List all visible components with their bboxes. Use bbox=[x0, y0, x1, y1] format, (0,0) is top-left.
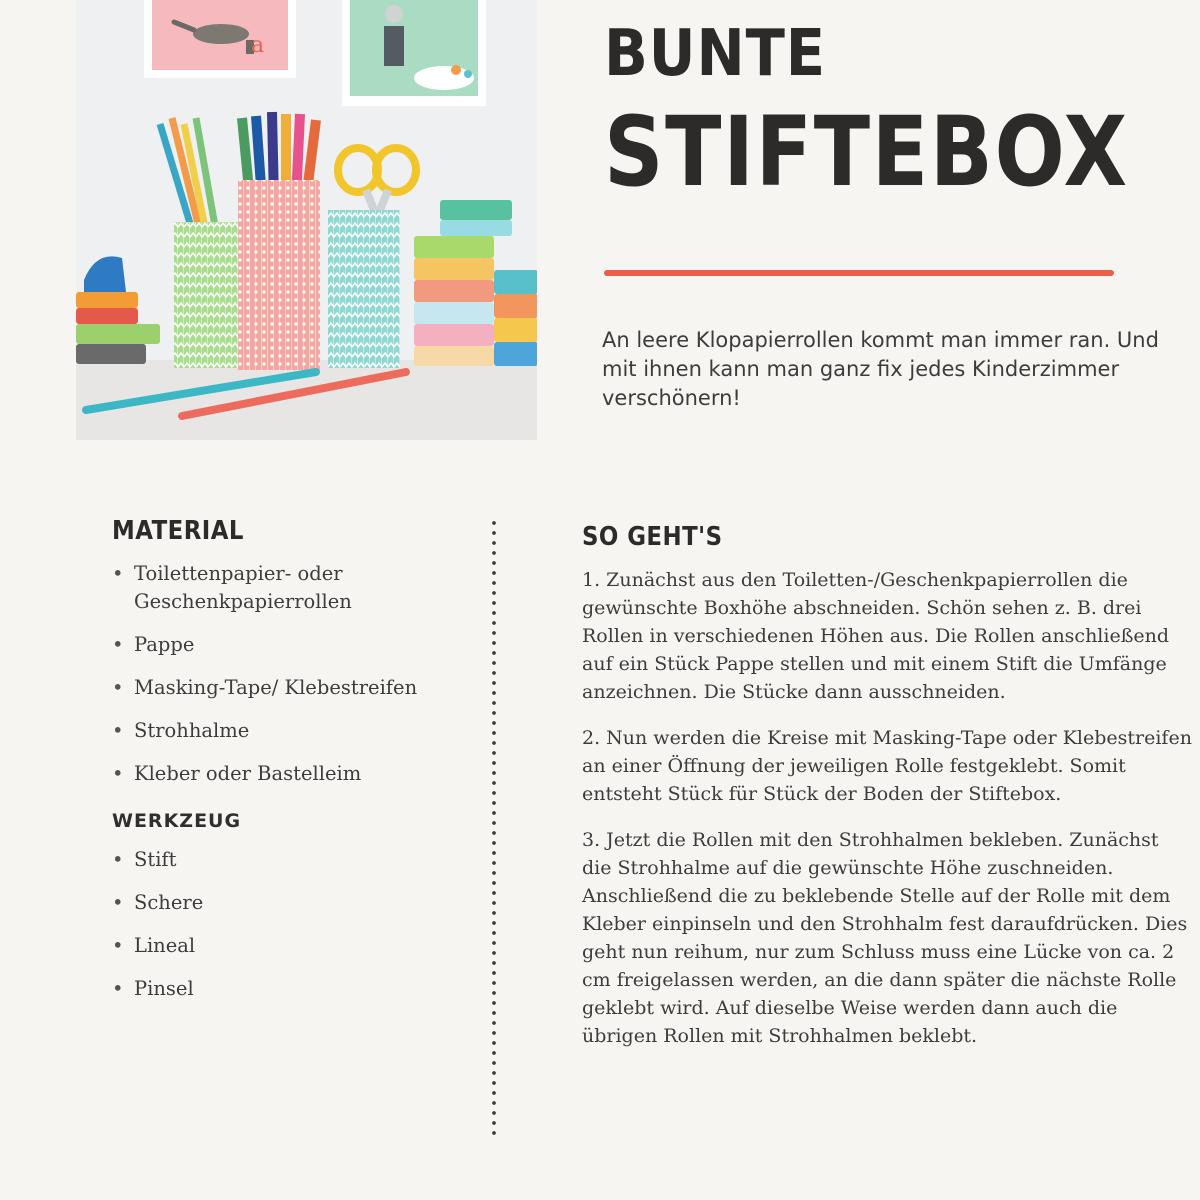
list-item: • Schere bbox=[112, 889, 472, 917]
supplies-column bbox=[112, 516, 472, 1018]
werkzeug-heading: WERKZEUG bbox=[112, 810, 242, 832]
title-line-1: BUNTE bbox=[604, 17, 827, 91]
list-item: • Toilettenpapier- oder Geschenkpapierrollen bbox=[112, 560, 472, 616]
list-item: • Kleber oder Bastelleim bbox=[112, 760, 472, 788]
instruction-step-2: 2. Nun werden die Kreise mit Masking-Tape oder Klebestreifen an einer Öffnung der jeweiligen Rolle festgeklebt. Somit entsteht Stück für Stück der Boden der Stiftebox. bbox=[582, 727, 1192, 805]
page-title bbox=[604, 17, 1200, 208]
material-list bbox=[112, 560, 472, 788]
list-item: • Lineal bbox=[112, 932, 472, 960]
svg-text:a: a bbox=[251, 33, 265, 58]
material-heading: MATERIAL bbox=[112, 516, 244, 546]
list-item: • Pinsel bbox=[112, 975, 472, 1003]
intro-text: An leere Klopapierrollen kommt man immer ran. Und mit ihnen kann man ganz fix jedes Kinderzimmer verschönern! bbox=[602, 328, 1159, 410]
dotted-column-divider bbox=[491, 518, 497, 1136]
list-item: • Strohhalme bbox=[112, 717, 472, 745]
pencil-box-photo bbox=[76, 0, 537, 440]
instruction-step-3: 3. Jetzt die Rollen mit den Strohhalmen bekleben. Zunächst die Strohhalme auf die gewünschte Höhe zuschneiden. Anschließend die zu beklebende Stelle auf der Rolle mit dem Kleber einpinseln und den Strohhalm fest daraufdrücken. Dies geht nun reihum, nur zum Schluss muss eine Lücke von ca. 2 cm freigelassen werden, an die dann später die nächste Rolle geklebt wird. Auf dieselbe Weise werden dann auch die übrigen Rollen mit Strohhalmen beklebt. bbox=[582, 829, 1188, 1047]
list-item: • Masking-Tape/ Klebestreifen bbox=[112, 674, 472, 702]
list-item: • Stift bbox=[112, 846, 472, 874]
werkzeug-list bbox=[112, 846, 472, 1003]
accent-divider bbox=[604, 270, 1114, 276]
title-line-2: STIFTEBOX bbox=[604, 96, 1129, 208]
instructions-heading: SO GEHT'S bbox=[582, 522, 723, 552]
anteater-poster bbox=[144, 0, 296, 78]
instructions-column bbox=[582, 522, 1192, 1050]
instruction-steps bbox=[582, 566, 1192, 1050]
list-item: • Pappe bbox=[112, 631, 472, 659]
cat-poster bbox=[342, 0, 486, 106]
instruction-step-1: 1. Zunächst aus den Toiletten-/Geschenkpapierrollen die gewünschte Boxhöhe abschneiden. Schön sehen z. B. drei Rollen in verschiedenen Höhen aus. Die Rollen anschließend auf ein Stück Pappe stellen und mit einem Stift die Umfänge anzeichnen. Die Stücke dann ausschneiden. bbox=[582, 569, 1170, 703]
